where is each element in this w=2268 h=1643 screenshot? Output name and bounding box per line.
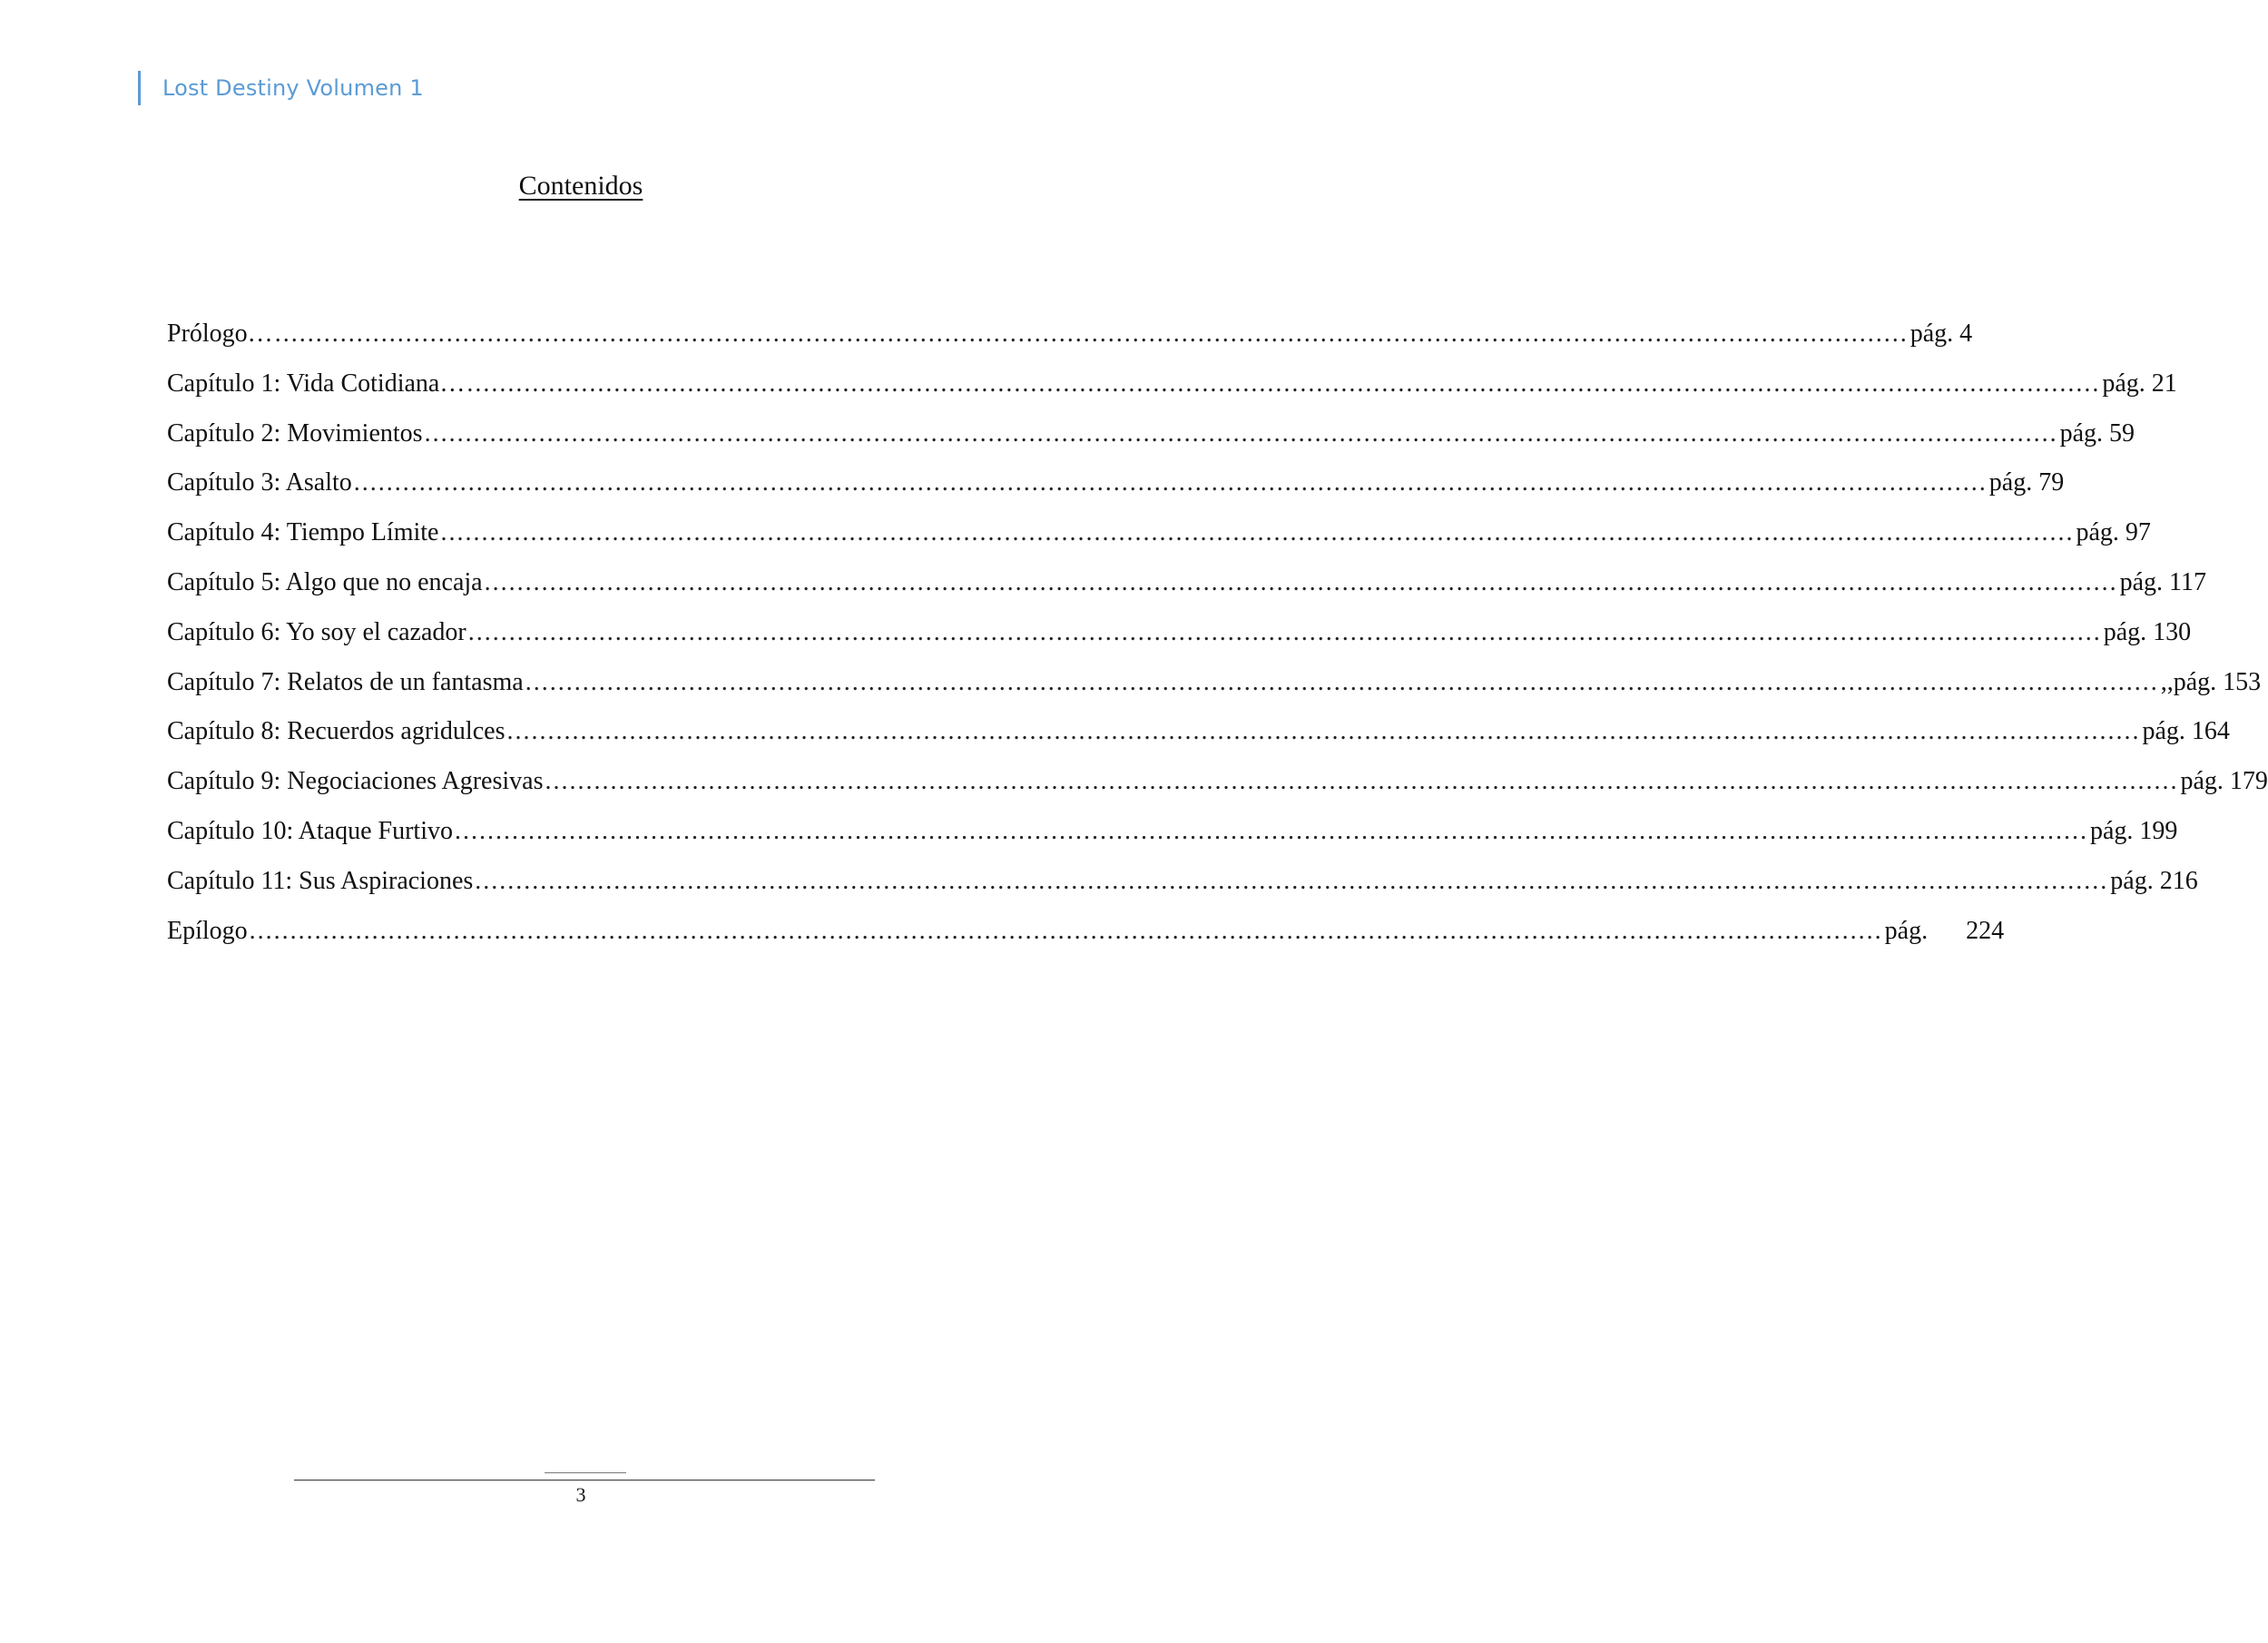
toc-entry (167, 418, 2135, 469)
footer-rule (294, 1480, 875, 1481)
toc-entry-page: pág. 216 (2110, 866, 2198, 895)
toc-entry-page: pág. 130 (2103, 617, 2192, 646)
toc-entry-label: Capítulo 5: Algo que no encaja (167, 567, 483, 596)
toc-entry-page: pág. 97 (2076, 518, 2151, 547)
toc-entry-page: pág. 199 (2090, 816, 2178, 845)
toc-entry (167, 916, 2005, 967)
toc-title: Contenidos (518, 171, 643, 201)
toc-entry-label: Capítulo 8: Recuerdos agridulces (167, 717, 506, 746)
toc-entry (167, 320, 1973, 369)
toc-entry-page: pág. 117 (2119, 567, 2206, 596)
toc-entry-page: pág. 59 (2059, 418, 2135, 448)
toc-entry-label: Capítulo 2: Movimientos (167, 418, 423, 448)
toc-dot-leader: ........................................................................................................................................................................................................ (506, 717, 2141, 746)
toc-entry-label: Capítulo 7: Relatos de un fantasma (167, 667, 524, 696)
toc-entry-page: pág. 21 (2102, 369, 2177, 398)
toc-dot-leader: ........................................................................................................................................................................................................ (525, 667, 2159, 696)
table-of-contents (167, 320, 2268, 966)
toc-entry (167, 717, 2230, 767)
toc-dot-leader: ........................................................................................................................................................................................................ (455, 816, 2088, 845)
toc-entry-page: pág. 179 (2180, 767, 2268, 796)
toc-entry (167, 518, 2151, 568)
toc-heading (0, 171, 1162, 202)
toc-entry (167, 617, 2192, 668)
toc-dot-leader: ........................................................................................................................................................................................................ (484, 567, 2118, 596)
toc-dot-leader: ........................................................................................................................................................................................................ (440, 518, 2075, 547)
toc-dot-leader: ........................................................................................................................................................................................................ (249, 916, 1883, 945)
toc-entry-page: pág. 164 (2142, 717, 2230, 746)
toc-entry (167, 667, 2262, 718)
toc-dot-leader: ........................................................................................................................................................................................................ (475, 866, 2109, 895)
toc-entry-label: Capítulo 3: Asalto (167, 468, 352, 497)
toc-entry-label: Epílogo (167, 916, 248, 945)
header-title: Lost Destiny Volumen 1 (162, 75, 424, 101)
toc-entry (167, 567, 2206, 618)
footer-rule-short (545, 1472, 626, 1473)
toc-entry (167, 468, 2065, 518)
toc-entry-page: pág. 224 (1884, 916, 2005, 945)
toc-entry-label: Capítulo 11: Sus Aspiraciones (167, 866, 474, 895)
toc-entry-page: ,,pág. 153 (2160, 667, 2262, 696)
page-number: 3 (575, 1483, 586, 1506)
toc-entry-label: Capítulo 9: Negociaciones Agresivas (167, 767, 544, 796)
running-header (138, 71, 424, 105)
toc-entry-label: Capítulo 1: Vida Cotidiana… (167, 369, 466, 398)
toc-entry-label: Capítulo 10: Ataque Furtivo (167, 816, 453, 845)
toc-entry-label: Capítulo 6: Yo soy el cazador (167, 617, 466, 646)
toc-entry-page: pág. 4 (1910, 320, 1973, 348)
toc-dot-leader: ........................................................................................................................................................................................................ (353, 468, 1988, 497)
toc-entry-label: Prólogo… (167, 320, 273, 348)
toc-dot-leader: ........................................................................................................................................................................................................ (274, 320, 1909, 348)
toc-dot-leader: ........................................................................................................................................................................................................ (467, 617, 2102, 646)
toc-dot-leader: ........................................................................................................................................................................................................ (545, 767, 2179, 796)
toc-entry-page: pág. 79 (1988, 468, 2065, 497)
toc-dot-leader: ........................................................................................................................................................................................................ (424, 418, 2058, 448)
toc-dot-leader: ........................................................................................................................................................................................................ (466, 369, 2101, 398)
toc-entry (167, 816, 2178, 867)
toc-entry (167, 866, 2198, 917)
toc-entry-label: Capítulo 4: Tiempo Límite (167, 518, 439, 547)
toc-entry (167, 369, 2177, 419)
header-accent-bar (138, 71, 141, 105)
toc-entry (167, 767, 2268, 817)
